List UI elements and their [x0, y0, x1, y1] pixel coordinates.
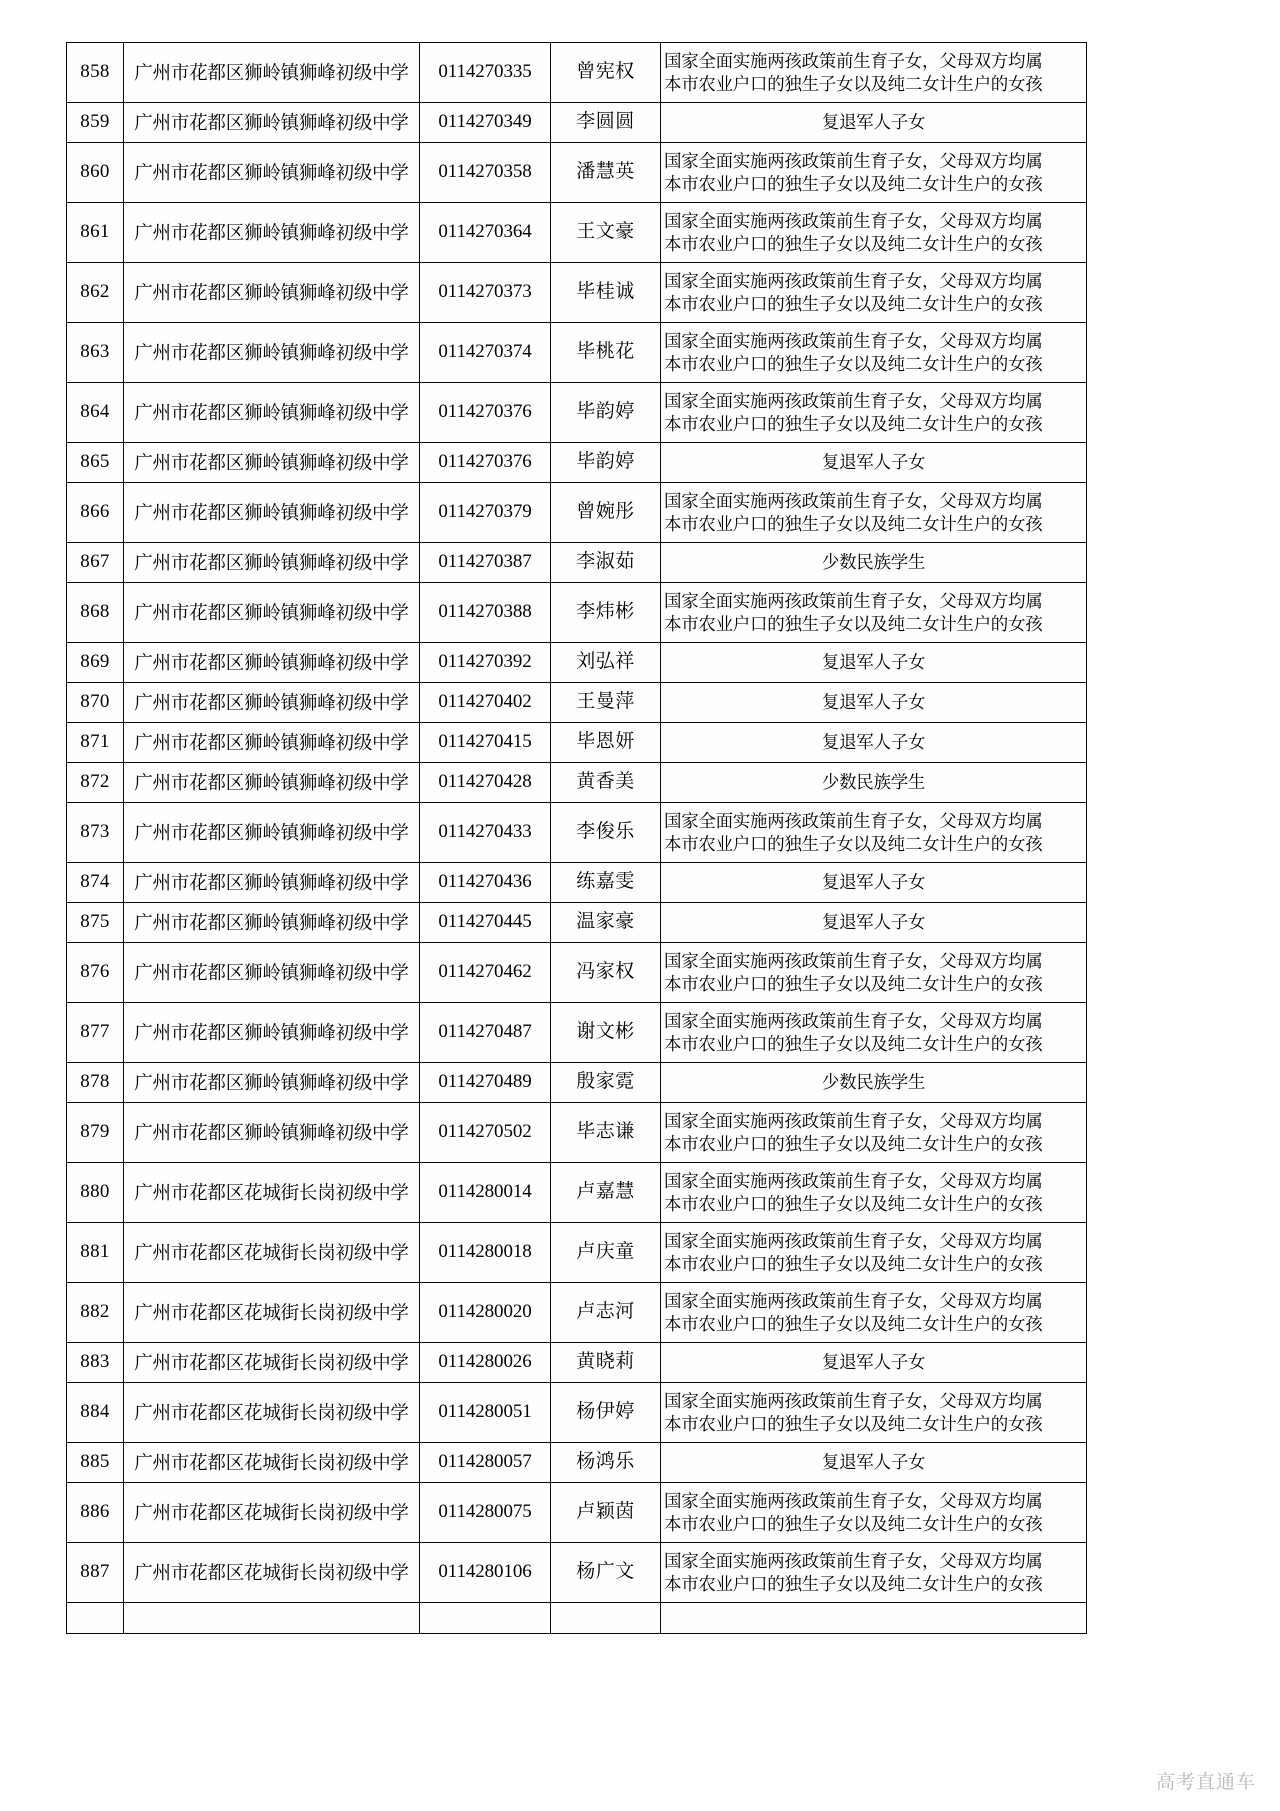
row-index-cell: 884 [67, 1383, 124, 1443]
reason-line-1: 国家全面实施两孩政策前生育子女，父母双方均属 [664, 150, 1043, 171]
reason-line-1: 国家全面实施两孩政策前生育子女，父母双方均属 [664, 810, 1043, 831]
row-index-cell: 880 [67, 1163, 124, 1223]
student-name-cell: 李俊乐 [551, 803, 661, 863]
student-id-cell: 0114270364 [420, 203, 551, 263]
student-id-cell: 0114270374 [420, 323, 551, 383]
table-body [67, 43, 1087, 1634]
table-row [67, 263, 1087, 323]
student-id-cell: 0114280020 [420, 1283, 551, 1343]
table-row [67, 903, 1087, 943]
student-name-cell: 卢颖茵 [551, 1483, 661, 1543]
school-name-cell: 广州市花都区狮岭镇狮峰初级中学 [124, 103, 420, 143]
student-id-cell: 0114270436 [420, 863, 551, 903]
student-id-cell: 0114270392 [420, 643, 551, 683]
exemption-reason-cell [661, 583, 1087, 643]
reason-text: 少数民族学生 [821, 1072, 926, 1093]
school-name-cell: 广州市花都区花城街长岗初级中学 [124, 1223, 420, 1283]
exemption-reason-cell [661, 543, 1087, 583]
table-row [67, 803, 1087, 863]
reason-line-2: 本市农业户口的独生子女以及纯二女计生户的女孩 [664, 1253, 1043, 1274]
row-index-cell [67, 1603, 124, 1634]
table-row [67, 43, 1087, 103]
row-index-cell: 875 [67, 903, 124, 943]
school-name-cell: 广州市花都区狮岭镇狮峰初级中学 [124, 203, 420, 263]
student-name-cell: 李炜彬 [551, 583, 661, 643]
row-index-cell: 864 [67, 383, 124, 443]
reason-text: 复退军人子女 [821, 452, 926, 473]
row-index-cell: 860 [67, 143, 124, 203]
row-index-cell: 858 [67, 43, 124, 103]
reason-line-1: 国家全面实施两孩政策前生育子女，父母双方均属 [664, 390, 1043, 411]
school-name-cell: 广州市花都区狮岭镇狮峰初级中学 [124, 383, 420, 443]
student-id-cell: 0114270402 [420, 683, 551, 723]
student-name-cell: 刘弘祥 [551, 643, 661, 683]
exemption-reason-cell [661, 203, 1087, 263]
school-name-cell: 广州市花都区花城街长岗初级中学 [124, 1283, 420, 1343]
school-name-cell: 广州市花都区狮岭镇狮峰初级中学 [124, 723, 420, 763]
exemption-reason-cell [661, 803, 1087, 863]
student-name-cell: 毕桂诚 [551, 263, 661, 323]
reason-line-1: 国家全面实施两孩政策前生育子女，父母双方均属 [664, 1550, 1043, 1571]
student-name-cell: 李圆圆 [551, 103, 661, 143]
school-name-cell: 广州市花都区狮岭镇狮峰初级中学 [124, 543, 420, 583]
exemption-reason-cell [661, 1383, 1087, 1443]
school-name-cell: 广州市花都区花城街长岗初级中学 [124, 1443, 420, 1483]
school-name-cell: 广州市花都区花城街长岗初级中学 [124, 1543, 420, 1603]
student-id-cell: 0114270462 [420, 943, 551, 1003]
table-row [67, 943, 1087, 1003]
school-name-cell: 广州市花都区狮岭镇狮峰初级中学 [124, 763, 420, 803]
school-name-cell: 广州市花都区狮岭镇狮峰初级中学 [124, 863, 420, 903]
table-row [67, 1343, 1087, 1383]
student-id-cell: 0114280026 [420, 1343, 551, 1383]
row-index-cell: 870 [67, 683, 124, 723]
exemption-reason-cell [661, 1483, 1087, 1543]
row-index-cell: 879 [67, 1103, 124, 1163]
student-id-cell: 0114270387 [420, 543, 551, 583]
row-index-cell: 883 [67, 1343, 124, 1383]
student-name-cell: 杨鸿乐 [551, 1443, 661, 1483]
school-name-cell: 广州市花都区花城街长岗初级中学 [124, 1343, 420, 1383]
table-row [67, 683, 1087, 723]
exemption-reason-cell [661, 1283, 1087, 1343]
table-row [67, 383, 1087, 443]
exemption-reason-cell [661, 1543, 1087, 1603]
school-name-cell: 广州市花都区花城街长岗初级中学 [124, 1163, 420, 1223]
school-name-cell: 广州市花都区狮岭镇狮峰初级中学 [124, 1003, 420, 1063]
exemption-reason-cell [661, 763, 1087, 803]
row-index-cell: 872 [67, 763, 124, 803]
table-row [67, 1603, 1087, 1634]
table-row [67, 723, 1087, 763]
school-name-cell: 广州市花都区狮岭镇狮峰初级中学 [124, 683, 420, 723]
student-id-cell: 0114270376 [420, 443, 551, 483]
student-id-cell: 0114270433 [420, 803, 551, 863]
row-index-cell: 866 [67, 483, 124, 543]
student-name-cell: 王曼萍 [551, 683, 661, 723]
student-name-cell: 黄晓莉 [551, 1343, 661, 1383]
row-index-cell: 862 [67, 263, 124, 323]
reason-line-2: 本市农业户口的独生子女以及纯二女计生户的女孩 [664, 353, 1043, 374]
student-name-cell: 殷家霓 [551, 1063, 661, 1103]
student-id-cell: 0114270335 [420, 43, 551, 103]
row-index-cell: 885 [67, 1443, 124, 1483]
reason-text: 复退军人子女 [821, 912, 926, 933]
reason-line-1: 国家全面实施两孩政策前生育子女，父母双方均属 [664, 1170, 1043, 1191]
reason-line-1: 国家全面实施两孩政策前生育子女，父母双方均属 [664, 1490, 1043, 1511]
reason-line-1: 国家全面实施两孩政策前生育子女，父母双方均属 [664, 270, 1043, 291]
row-index-cell: 859 [67, 103, 124, 143]
school-name-cell: 广州市花都区狮岭镇狮峰初级中学 [124, 263, 420, 323]
reason-text: 复退军人子女 [821, 692, 926, 713]
reason-line-2: 本市农业户口的独生子女以及纯二女计生户的女孩 [664, 513, 1043, 534]
student-id-cell: 0114280051 [420, 1383, 551, 1443]
reason-line-1: 国家全面实施两孩政策前生育子女，父母双方均属 [664, 330, 1043, 351]
exemption-reason-cell [661, 383, 1087, 443]
table-row [67, 1283, 1087, 1343]
student-name-cell: 卢嘉慧 [551, 1163, 661, 1223]
student-id-cell [420, 1603, 551, 1634]
school-name-cell: 广州市花都区狮岭镇狮峰初级中学 [124, 143, 420, 203]
student-id-cell: 0114280018 [420, 1223, 551, 1283]
school-name-cell [124, 1603, 420, 1634]
student-name-cell: 曾宪权 [551, 43, 661, 103]
reason-line-2: 本市农业户口的独生子女以及纯二女计生户的女孩 [664, 413, 1043, 434]
exemption-reason-cell [661, 43, 1087, 103]
table-row [67, 1003, 1087, 1063]
exemption-reason-cell [661, 903, 1087, 943]
student-id-cell: 0114270373 [420, 263, 551, 323]
reason-line-2: 本市农业户口的独生子女以及纯二女计生户的女孩 [664, 1513, 1043, 1534]
reason-line-2: 本市农业户口的独生子女以及纯二女计生户的女孩 [664, 1573, 1043, 1594]
table-row [67, 863, 1087, 903]
row-index-cell: 871 [67, 723, 124, 763]
exemption-reason-cell [661, 943, 1087, 1003]
table-row [67, 483, 1087, 543]
exemption-reason-cell [661, 1003, 1087, 1063]
exemption-reason-cell [661, 863, 1087, 903]
exemption-reason-cell [661, 1603, 1087, 1634]
row-index-cell: 878 [67, 1063, 124, 1103]
exemption-reason-cell [661, 1163, 1087, 1223]
exemption-reason-cell [661, 1343, 1087, 1383]
reason-line-1: 国家全面实施两孩政策前生育子女，父母双方均属 [664, 1230, 1043, 1251]
table-row [67, 143, 1087, 203]
exemption-reason-cell [661, 1443, 1087, 1483]
student-name-cell: 黄香美 [551, 763, 661, 803]
student-id-cell: 0114270349 [420, 103, 551, 143]
student-id-cell: 0114270376 [420, 383, 551, 443]
student-id-cell: 0114270502 [420, 1103, 551, 1163]
school-name-cell: 广州市花都区狮岭镇狮峰初级中学 [124, 43, 420, 103]
student-name-cell: 练嘉雯 [551, 863, 661, 903]
school-name-cell: 广州市花都区狮岭镇狮峰初级中学 [124, 803, 420, 863]
table-row [67, 1103, 1087, 1163]
student-id-cell: 0114270358 [420, 143, 551, 203]
student-id-cell: 0114270489 [420, 1063, 551, 1103]
student-name-cell: 毕恩妍 [551, 723, 661, 763]
school-name-cell: 广州市花都区狮岭镇狮峰初级中学 [124, 443, 420, 483]
row-index-cell: 865 [67, 443, 124, 483]
table-row [67, 1163, 1087, 1223]
reason-line-2: 本市农业户口的独生子女以及纯二女计生户的女孩 [664, 1193, 1043, 1214]
school-name-cell: 广州市花都区花城街长岗初级中学 [124, 1483, 420, 1543]
reason-line-2: 本市农业户口的独生子女以及纯二女计生户的女孩 [664, 73, 1043, 94]
row-index-cell: 869 [67, 643, 124, 683]
exemption-reason-cell [661, 443, 1087, 483]
row-index-cell: 863 [67, 323, 124, 383]
reason-text: 复退军人子女 [821, 1452, 926, 1473]
exemption-reason-cell [661, 723, 1087, 763]
row-index-cell: 874 [67, 863, 124, 903]
school-name-cell: 广州市花都区狮岭镇狮峰初级中学 [124, 643, 420, 683]
exemption-reason-cell [661, 263, 1087, 323]
student-name-cell: 谢文彬 [551, 1003, 661, 1063]
reason-line-2: 本市农业户口的独生子女以及纯二女计生户的女孩 [664, 1133, 1043, 1154]
reason-line-1: 国家全面实施两孩政策前生育子女，父母双方均属 [664, 1110, 1043, 1131]
table-row [67, 103, 1087, 143]
reason-line-1: 国家全面实施两孩政策前生育子女，父母双方均属 [664, 490, 1043, 511]
table-row [67, 763, 1087, 803]
exemption-reason-cell [661, 1103, 1087, 1163]
reason-line-1: 国家全面实施两孩政策前生育子女，父母双方均属 [664, 1010, 1043, 1031]
table-row [67, 1483, 1087, 1543]
table-row [67, 1223, 1087, 1283]
student-name-cell: 毕韵婷 [551, 443, 661, 483]
school-name-cell: 广州市花都区狮岭镇狮峰初级中学 [124, 943, 420, 1003]
school-name-cell: 广州市花都区狮岭镇狮峰初级中学 [124, 483, 420, 543]
table-row [67, 1443, 1087, 1483]
reason-line-2: 本市农业户口的独生子女以及纯二女计生户的女孩 [664, 173, 1043, 194]
school-name-cell: 广州市花都区狮岭镇狮峰初级中学 [124, 323, 420, 383]
exemption-reason-cell [661, 683, 1087, 723]
reason-line-2: 本市农业户口的独生子女以及纯二女计生户的女孩 [664, 833, 1043, 854]
student-id-cell: 0114280014 [420, 1163, 551, 1223]
student-id-cell: 0114280106 [420, 1543, 551, 1603]
row-index-cell: 876 [67, 943, 124, 1003]
exemption-reason-cell [661, 143, 1087, 203]
row-index-cell: 887 [67, 1543, 124, 1603]
reason-line-2: 本市农业户口的独生子女以及纯二女计生户的女孩 [664, 233, 1043, 254]
student-name-cell: 潘慧英 [551, 143, 661, 203]
reason-line-1: 国家全面实施两孩政策前生育子女，父母双方均属 [664, 950, 1043, 971]
student-name-cell: 毕韵婷 [551, 383, 661, 443]
table-row [67, 1543, 1087, 1603]
student-id-cell: 0114270487 [420, 1003, 551, 1063]
student-name-cell: 杨广文 [551, 1543, 661, 1603]
reason-line-2: 本市农业户口的独生子女以及纯二女计生户的女孩 [664, 1413, 1043, 1434]
reason-text: 复退军人子女 [821, 112, 926, 133]
exemption-reason-cell [661, 483, 1087, 543]
table-row [67, 203, 1087, 263]
reason-line-2: 本市农业户口的独生子女以及纯二女计生户的女孩 [664, 973, 1043, 994]
student-name-cell: 温家豪 [551, 903, 661, 943]
student-id-cell: 0114270428 [420, 763, 551, 803]
table-row [67, 583, 1087, 643]
reason-line-1: 国家全面实施两孩政策前生育子女，父母双方均属 [664, 1390, 1043, 1411]
school-name-cell: 广州市花都区狮岭镇狮峰初级中学 [124, 1063, 420, 1103]
school-name-cell: 广州市花都区狮岭镇狮峰初级中学 [124, 903, 420, 943]
reason-text: 复退军人子女 [821, 652, 926, 673]
reason-line-1: 国家全面实施两孩政策前生育子女，父母双方均属 [664, 210, 1043, 231]
student-name-cell: 李淑茹 [551, 543, 661, 583]
table-row [67, 543, 1087, 583]
table-row [67, 1383, 1087, 1443]
student-name-cell: 卢志河 [551, 1283, 661, 1343]
table-row [67, 443, 1087, 483]
row-index-cell: 873 [67, 803, 124, 863]
student-id-cell: 0114270388 [420, 583, 551, 643]
reason-line-2: 本市农业户口的独生子女以及纯二女计生户的女孩 [664, 1313, 1043, 1334]
row-index-cell: 877 [67, 1003, 124, 1063]
row-index-cell: 867 [67, 543, 124, 583]
student-name-cell: 曾婉彤 [551, 483, 661, 543]
reason-text: 复退军人子女 [821, 732, 926, 753]
exemption-reason-cell [661, 103, 1087, 143]
reason-text: 复退军人子女 [821, 872, 926, 893]
reason-text: 复退军人子女 [821, 1352, 926, 1373]
student-name-cell: 冯家权 [551, 943, 661, 1003]
row-index-cell: 868 [67, 583, 124, 643]
reason-line-2: 本市农业户口的独生子女以及纯二女计生户的女孩 [664, 293, 1043, 314]
student-name-cell: 王文豪 [551, 203, 661, 263]
reason-line-1: 国家全面实施两孩政策前生育子女，父母双方均属 [664, 50, 1043, 71]
student-name-cell: 毕志谦 [551, 1103, 661, 1163]
exemption-reason-cell [661, 1063, 1087, 1103]
table-row [67, 643, 1087, 683]
school-name-cell: 广州市花都区花城街长岗初级中学 [124, 1383, 420, 1443]
exemption-reason-cell [661, 1223, 1087, 1283]
reason-line-2: 本市农业户口的独生子女以及纯二女计生户的女孩 [664, 613, 1043, 634]
student-name-cell [551, 1603, 661, 1634]
student-name-cell: 卢庆童 [551, 1223, 661, 1283]
reason-text: 少数民族学生 [821, 772, 926, 793]
student-id-cell: 0114280057 [420, 1443, 551, 1483]
watermark: 高考直通车 [1155, 1772, 1256, 1793]
exemption-reason-cell [661, 323, 1087, 383]
exemption-reason-cell [661, 643, 1087, 683]
reason-line-2: 本市农业户口的独生子女以及纯二女计生户的女孩 [664, 1033, 1043, 1054]
table-row [67, 323, 1087, 383]
reason-line-1: 国家全面实施两孩政策前生育子女，父母双方均属 [664, 590, 1043, 611]
school-name-cell: 广州市花都区狮岭镇狮峰初级中学 [124, 583, 420, 643]
reason-text: 少数民族学生 [821, 552, 926, 573]
row-index-cell: 882 [67, 1283, 124, 1343]
student-name-cell: 毕桃花 [551, 323, 661, 383]
student-id-cell: 0114270415 [420, 723, 551, 763]
school-name-cell: 广州市花都区狮岭镇狮峰初级中学 [124, 1103, 420, 1163]
row-index-cell: 881 [67, 1223, 124, 1283]
student-id-cell: 0114270379 [420, 483, 551, 543]
reason-line-1: 国家全面实施两孩政策前生育子女，父母双方均属 [664, 1290, 1043, 1311]
row-index-cell: 861 [67, 203, 124, 263]
student-id-cell: 0114280075 [420, 1483, 551, 1543]
student-id-cell: 0114270445 [420, 903, 551, 943]
student-name-cell: 杨伊婷 [551, 1383, 661, 1443]
exemption-roster-table [66, 42, 1087, 1634]
row-index-cell: 886 [67, 1483, 124, 1543]
table-row [67, 1063, 1087, 1103]
